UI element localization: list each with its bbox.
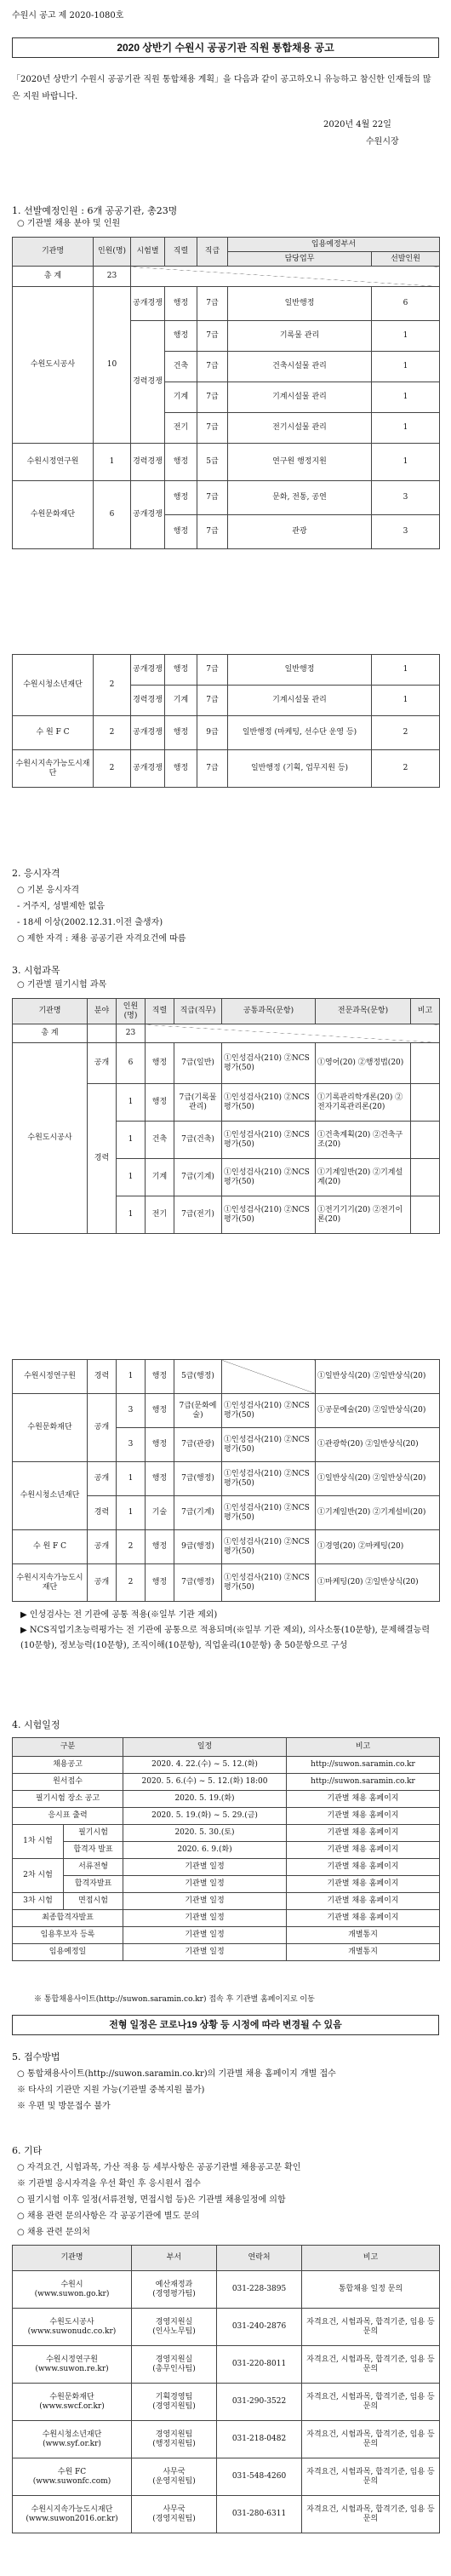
task-cell: 일반행정 (마케팅, 선수단 운영 등) <box>228 716 372 750</box>
s6-line: ○ 자격요건, 시험과목, 가산 적용 등 세부사항은 공공기관별 채용공고문 확인 <box>17 2163 301 2172</box>
field-cell: 기계 <box>146 1159 174 1196</box>
s2-heading: 2. 응시자격 <box>12 868 60 879</box>
field-cell: 행정 <box>146 1462 174 1496</box>
org-cell: 수원시지속가능도시재단 (www.suwon2016.or.kr) <box>13 2496 132 2533</box>
note-cell: 기관별 채용 홈페이지 <box>287 1842 440 1859</box>
org-cell: 수원 FC (www.suwonfc.com) <box>13 2458 132 2496</box>
hdr-org: 기관명 <box>13 238 94 267</box>
count-cell: 6 <box>117 1043 146 1084</box>
note-cell: 자격요건, 시험과목, 합격기준, 임용 등 문의 <box>302 2384 440 2421</box>
method-cell: 경력경쟁 <box>131 321 165 444</box>
sched-cell: 기관별 일정 <box>123 1893 287 1910</box>
field-cell: 행정 <box>146 1084 174 1122</box>
cat-cell: 임용후보자 등록 <box>13 1927 123 1944</box>
major-cell: ①기계일반(20) ②기계설비(20) <box>316 1496 440 1530</box>
grade-cell: 7급 <box>197 750 228 788</box>
major-cell: ①관광학(20) ②일반상식(20) <box>316 1428 440 1462</box>
s3-heading: 3. 시험과목 <box>12 965 60 976</box>
task-cell: 일반행정 <box>228 655 372 686</box>
s5-heading: 5. 접수방법 <box>12 2051 60 2063</box>
s5-line: ※ 우편 및 방문접수 불가 <box>17 2102 111 2111</box>
field-cell: 건축 <box>146 1122 174 1159</box>
count-cell: 1 <box>117 1122 146 1159</box>
method-cell: 공개경쟁 <box>131 750 165 788</box>
note-cell: 개별통지 <box>287 1927 440 1944</box>
type-cell: 공개 <box>88 1394 117 1462</box>
task-cell: 기계시설물 관리 <box>228 686 372 716</box>
count-cell: 1 <box>117 1084 146 1122</box>
org-cell: 수원시정연구원 (www.suwon.re.kr) <box>13 2346 132 2384</box>
major-cell: ①일반상식(20) ②일반상식(20) <box>316 1462 440 1496</box>
field-cell: 행정 <box>146 1428 174 1462</box>
method-cell: 경력경쟁 <box>131 444 165 481</box>
dept-cell: 기획경영팀 (경영지원팀) <box>132 2384 217 2421</box>
common-cell: ①인성검사(210) ②NCS평가(50) <box>222 1530 316 1564</box>
exam-subjects-table <box>12 998 440 1234</box>
count-cell: 3 <box>117 1428 146 1462</box>
field-cell: 행정 <box>146 1394 174 1428</box>
count-cell: 1 <box>117 1360 146 1394</box>
issuer: 수원시장 <box>366 137 399 146</box>
task-cell: 기계시설물 관리 <box>228 382 372 413</box>
s4-heading: 4. 시험일정 <box>12 1719 60 1730</box>
field-cell: 행정 <box>165 321 197 352</box>
org-cell: 수원시정연구원 <box>13 1360 88 1394</box>
org-cell: 수원시청소년재단 <box>13 655 94 716</box>
field-cell: 행정 <box>165 716 197 750</box>
grade-cell: 7급(문화예술) <box>174 1394 222 1428</box>
major-cell: ①마케팅(20) ②일반상식(20) <box>316 1564 440 1602</box>
notice-number: 수원시 공고 제 2020-1080호 <box>12 11 124 20</box>
grade-cell: 7급(기록물관리) <box>174 1084 222 1122</box>
schedule-table <box>12 1737 440 1961</box>
s6-line: ○ 채용 관련 문의사항은 각 공공기관에 별도 문의 <box>17 2212 200 2221</box>
org-cell: 수 원 F C <box>13 1530 88 1564</box>
note-cell: http://suwon.saramin.co.kr <box>287 1774 440 1791</box>
hdr-method: 시험별 <box>131 238 165 267</box>
grade-cell: 7급(관광) <box>174 1428 222 1462</box>
type-cell: 공개 <box>88 1530 117 1564</box>
grade-cell: 7급(건축) <box>174 1122 222 1159</box>
count-cell: 3 <box>117 1394 146 1428</box>
note-cell: 자격요건, 시험과목, 합격기준, 임용 등 문의 <box>302 2346 440 2384</box>
sched-cell: 2020. 5. 19.(화) <box>123 1791 287 1808</box>
sub-cell: 면접시험 <box>64 1893 123 1910</box>
count-cell: 1 <box>117 1462 146 1496</box>
dept-cell: 사무국 (경영지원팀) <box>132 2496 217 2533</box>
grade-cell: 7급(일반) <box>174 1043 222 1084</box>
common-cell: ①인성검사(210) ②NCS평가(50) <box>222 1394 316 1428</box>
hdr-count: 인원(명) <box>94 238 131 267</box>
sel-cell: 2 <box>372 716 440 750</box>
common-cell: ①인성검사(210) ②NCS평가(50) <box>222 1159 316 1196</box>
tel-cell: 031-280-6311 <box>217 2496 302 2533</box>
tel-cell: 031-228-3895 <box>217 2271 302 2309</box>
grade-cell: 7급(행정) <box>174 1564 222 1602</box>
sel-cell: 1 <box>372 444 440 481</box>
grade-cell: 7급 <box>197 352 228 382</box>
common-cell <box>222 1360 316 1394</box>
grade-cell: 7급 <box>197 413 228 444</box>
task-cell: 연구원 행정지원 <box>228 444 372 481</box>
sched-cell: 기관별 일정 <box>123 1876 287 1893</box>
hdr-note: 비고 <box>287 1738 440 1757</box>
major-cell: ①영어(20) ②행정법(20) <box>316 1043 411 1084</box>
common-cell: ①인성검사(210) ②NCS평가(50) <box>222 1428 316 1462</box>
grade-cell: 7급(전기) <box>174 1196 222 1234</box>
schedule-footnote: ※ 통합채용사이트(http://suwon.saramin.co.kr) 접속 후 기관별 홈페이지로 이동 <box>34 1995 315 2004</box>
method-cell: 공개경쟁 <box>131 716 165 750</box>
hdr-sel: 선발인원 <box>372 252 440 267</box>
count-cell: 2 <box>117 1564 146 1602</box>
hdr-common: 공통과목(문항) <box>222 999 316 1024</box>
covid-banner: 전형 일정은 코로나19 상황 등 시정에 따라 변경될 수 있음 <box>12 2015 439 2035</box>
major-cell: ①일반상식(20) ②일반상식(20) <box>316 1360 440 1394</box>
s3-note: ▶ 인성검사는 전 기관에 공통 적용(※일부 기관 제외) <box>20 1610 218 1620</box>
field-cell: 기술 <box>146 1496 174 1530</box>
s2-line: - 18세 이상(2002.12.31.이전 출생자) <box>17 918 163 927</box>
dept-cell: 사무국 (운영지원팀) <box>132 2458 217 2496</box>
cat-cell: 응시표 출력 <box>13 1808 123 1825</box>
hdr-grade: 직급 <box>197 238 228 267</box>
count-cell: 2 <box>117 1530 146 1564</box>
cat-cell: 3차 시험 <box>13 1893 64 1910</box>
dept-cell: 경영지원실 (인사노무팀) <box>132 2309 217 2346</box>
sel-cell: 1 <box>372 686 440 716</box>
s1-subheading: ○ 기관별 채용 분야 및 인원 <box>17 219 121 228</box>
grade-cell: 7급(행정) <box>174 1462 222 1496</box>
field-cell: 기계 <box>165 686 197 716</box>
note-cell: 개별통지 <box>287 1944 440 1961</box>
s6-heading: 6. 기타 <box>12 2145 43 2156</box>
field-cell: 기계 <box>165 382 197 413</box>
common-cell: ①인성검사(210) ②NCS평가(50) <box>222 1496 316 1530</box>
org-cell: 수원도시공사 <box>13 287 94 444</box>
total-count: 23 <box>117 1024 146 1043</box>
org-cell: 수원도시공사 (www.suwonudc.co.kr) <box>13 2309 132 2346</box>
note-cell: 기관별 채용 홈페이지 <box>287 1825 440 1842</box>
grade-cell: 7급 <box>197 321 228 352</box>
recruitment-table <box>12 237 440 549</box>
sub-cell: 합격자 발표 <box>64 1842 123 1859</box>
common-cell: ①인성검사(210) ②NCS평가(50) <box>222 1043 316 1084</box>
note-cell: 통합채용 일정 문의 <box>302 2271 440 2309</box>
field-cell: 행정 <box>165 655 197 686</box>
count-cell: 1 <box>94 444 131 481</box>
hdr-field: 직렬 <box>146 999 174 1024</box>
grade-cell: 7급(기계) <box>174 1496 222 1530</box>
hdr-note: 비고 <box>411 999 440 1024</box>
org-cell: 수 원 F C <box>13 716 94 750</box>
grade-cell: 7급 <box>197 515 228 549</box>
task-cell: 건축시설물 관리 <box>228 352 372 382</box>
org-cell: 수원문화재단 <box>13 1394 88 1462</box>
s5-lines <box>17 2066 437 2114</box>
sel-cell: 3 <box>372 481 440 515</box>
type-cell: 공개 <box>88 1462 117 1496</box>
s2-lines <box>17 882 186 947</box>
dept-cell: 예산재정과 (경영평가팀) <box>132 2271 217 2309</box>
org-cell: 수원문화재단 (www.swcf.or.kr) <box>13 2384 132 2421</box>
org-cell: 수원문화재단 <box>13 481 94 549</box>
grade-cell: 7급(기계) <box>174 1159 222 1196</box>
tel-cell: 031-548-4260 <box>217 2458 302 2496</box>
cat-cell: 임용예정일 <box>13 1944 123 1961</box>
major-cell: ①기계일반(20) ②기계설계(20) <box>316 1159 411 1196</box>
hdr-dept: 부서 <box>132 2246 217 2271</box>
count-cell: 1 <box>117 1196 146 1234</box>
org-cell: 수원시 (www.suwon.go.kr) <box>13 2271 132 2309</box>
grade-cell: 7급 <box>197 655 228 686</box>
cat-cell: 최종합격자발표 <box>13 1910 123 1927</box>
note-cell: 자격요건, 시험과목, 합격기준, 임용 등 문의 <box>302 2458 440 2496</box>
tel-cell: 031-220-8011 <box>217 2346 302 2384</box>
count-cell: 1 <box>117 1496 146 1530</box>
hdr-count: 인원(명) <box>117 999 146 1024</box>
dept-cell: 경영지원팀 (행정지원팀) <box>132 2421 217 2458</box>
s6-line: ○ 채용 관련 문의처 <box>17 2228 90 2237</box>
s3-subheading: ○ 기관별 필기시험 과목 <box>17 980 107 990</box>
sched-cell: 2020. 5. 30.(토) <box>123 1825 287 1842</box>
s3-notes <box>20 1608 437 1654</box>
sub-cell: 서류전형 <box>64 1859 123 1876</box>
major-cell: ①건축계획(20) ②건축구조(20) <box>316 1122 411 1159</box>
sched-cell: 기관별 일정 <box>123 1927 287 1944</box>
s2-line: ○ 제한 자격 : 채용 공공기관 자격요건에 따름 <box>17 934 186 944</box>
total-label: 총 계 <box>13 267 94 287</box>
sel-cell: 1 <box>372 352 440 382</box>
note-cell: 기관별 채용 홈페이지 <box>287 1893 440 1910</box>
org-cell: 수원도시공사 <box>13 1043 88 1234</box>
sched-cell: 2020. 6. 9.(화) <box>123 1842 287 1859</box>
note-cell: 기관별 채용 홈페이지 <box>287 1808 440 1825</box>
sched-cell: 2020. 5. 6.(수) ~ 5. 12.(화) 18:00 <box>123 1774 287 1791</box>
count-cell: 2 <box>94 750 131 788</box>
task-cell: 문화, 전통, 공연 <box>228 481 372 515</box>
major-cell: ①전기기기(20) ②전기이론(20) <box>316 1196 411 1234</box>
sched-cell: 기관별 일정 <box>123 1910 287 1927</box>
field-cell: 전기 <box>146 1196 174 1234</box>
s1-heading: 1. 선발예정인원 : 6개 공공기관, 총23명 <box>12 205 178 216</box>
field-cell: 건축 <box>165 352 197 382</box>
sched-cell: 기관별 일정 <box>123 1859 287 1876</box>
sub-cell: 필기시험 <box>64 1825 123 1842</box>
org-cell: 수원시지속가능도시재단 <box>13 750 94 788</box>
hdr-tel: 연락처 <box>217 2246 302 2271</box>
count-cell: 6 <box>94 481 131 549</box>
s5-line: ○ 통합채용사이트(http://suwon.saramin.co.kr)의 기관별 채용 홈페이지 개별 접수 <box>17 2069 336 2079</box>
method-cell: 공개경쟁 <box>131 287 165 321</box>
s2-line: - 거주지, 성별제한 없음 <box>17 902 106 911</box>
sched-cell: 2020. 5. 19.(화) ~ 5. 29.(금) <box>123 1808 287 1825</box>
method-cell: 경력경쟁 <box>131 686 165 716</box>
grade-cell: 9급 <box>197 716 228 750</box>
grade-cell: 7급 <box>197 287 228 321</box>
major-cell: ①경영(20) ②마케팅(20) <box>316 1530 440 1564</box>
contact-table <box>12 2245 440 2533</box>
sub-cell: 합격자발표 <box>64 1876 123 1893</box>
field-cell: 행정 <box>165 287 197 321</box>
field-cell: 행정 <box>146 1530 174 1564</box>
org-cell: 수원시정연구원 <box>13 444 94 481</box>
task-cell: 일반행정 (기획, 업무지원 등) <box>228 750 372 788</box>
task-cell: 전기시설물 관리 <box>228 413 372 444</box>
note-cell: 자격요건, 시험과목, 합격기준, 임용 등 문의 <box>302 2421 440 2458</box>
s5-line: ※ 타사의 기관만 지원 가능(기관별 중복지원 불가) <box>17 2085 205 2095</box>
cat-cell: 필기시험 장소 공고 <box>13 1791 123 1808</box>
common-cell: ①인성검사(210) ②NCS평가(50) <box>222 1564 316 1602</box>
sel-cell: 1 <box>372 382 440 413</box>
hdr-field: 직렬 <box>165 238 197 267</box>
s3-note: ▶ NCS직업기초능력평가는 전 기관에 공통으로 적용되며(※일부 기관 제외), 의사소통(10문항), 문제해결능력(10문항), 정보능력(10문항), 조직이해(10문항), 직업윤리(10문항) 총 50문항으로 구성 <box>20 1626 430 1650</box>
sel-cell: 2 <box>372 750 440 788</box>
sel-cell: 1 <box>372 321 440 352</box>
common-cell: ①인성검사(210) ②NCS평가(50) <box>222 1084 316 1122</box>
hdr-task: 담당업무 <box>228 252 372 267</box>
method-cell: 공개경쟁 <box>131 481 165 549</box>
field-cell: 행정 <box>146 1043 174 1084</box>
sched-cell: 기관별 일정 <box>123 1944 287 1961</box>
type-cell: 공개 <box>88 1564 117 1602</box>
note-cell: 기관별 채용 홈페이지 <box>287 1859 440 1876</box>
exam-subjects-table-continued <box>12 1359 440 1602</box>
grade-cell: 5급 <box>197 444 228 481</box>
sel-cell: 1 <box>372 655 440 686</box>
hdr-major: 전문과목(문항) <box>316 999 411 1024</box>
grade-cell: 7급 <box>197 382 228 413</box>
field-cell: 행정 <box>165 444 197 481</box>
page-title: 2020 상반기 수원시 공공기관 직원 통합채용 공고 <box>12 37 439 58</box>
total-label: 총 계 <box>13 1024 88 1043</box>
hdr-type: 분야 <box>88 999 117 1024</box>
type-cell: 공개 <box>88 1043 117 1084</box>
grade-cell: 5급(행정) <box>174 1360 222 1394</box>
major-cell: ①공문예술(20) ②일반상식(20) <box>316 1394 440 1428</box>
task-cell: 관광 <box>228 515 372 549</box>
tel-cell: 031-240-2876 <box>217 2309 302 2346</box>
major-cell: ①기록관리학개론(20) ②전자기록관리론(20) <box>316 1084 411 1122</box>
type-cell: 경력 <box>88 1360 117 1394</box>
tel-cell: 031-290-3522 <box>217 2384 302 2421</box>
type-cell: 경력 <box>88 1496 117 1530</box>
hdr-org: 기관명 <box>13 2246 132 2271</box>
cat-cell: 1차 시험 <box>13 1825 64 1859</box>
notice-date: 2020년 4월 22일 <box>323 120 391 129</box>
sel-cell: 1 <box>372 413 440 444</box>
note-cell: 기관별 채용 홈페이지 <box>287 1876 440 1893</box>
note-cell: 자격요건, 시험과목, 합격기준, 임용 등 문의 <box>302 2496 440 2533</box>
sched-cell: 2020. 4. 22.(수) ~ 5. 12.(화) <box>123 1757 287 1774</box>
hdr-dept: 입용예정부서 <box>228 238 440 252</box>
count-cell: 2 <box>94 655 131 716</box>
s6-lines <box>17 2160 437 2240</box>
count-cell: 10 <box>94 287 131 444</box>
s6-line: ※ 기관별 응시자격을 우선 확인 후 응시원서 접수 <box>17 2179 201 2189</box>
note-cell: 자격요건, 시험과목, 합격기준, 임용 등 문의 <box>302 2309 440 2346</box>
s2-line: ○ 기본 응시자격 <box>17 886 80 895</box>
org-cell: 수원시지속가능도시재단 <box>13 1564 88 1602</box>
cat-cell: 원서접수 <box>13 1774 123 1791</box>
org-cell: 수원시청소년재단 <box>13 1462 88 1530</box>
total-count: 23 <box>94 267 131 287</box>
common-cell: ①인성검사(210) ②NCS평가(50) <box>222 1462 316 1496</box>
field-cell: 행정 <box>146 1360 174 1394</box>
sel-cell: 6 <box>372 287 440 321</box>
hdr-grade: 직급(직무) <box>174 999 222 1024</box>
note-cell: http://suwon.saramin.co.kr <box>287 1757 440 1774</box>
recruitment-table-continued <box>12 654 440 788</box>
note-cell: 기관별 채용 홈페이지 <box>287 1910 440 1927</box>
field-cell: 행정 <box>165 515 197 549</box>
dept-cell: 경영지원실 (총무인사팀) <box>132 2346 217 2384</box>
grade-cell: 9급(행정) <box>174 1530 222 1564</box>
s6-line: ○ 필기시험 이후 일정(서류전형, 면접시험 등)은 기관별 채용일정에 의함 <box>17 2195 286 2205</box>
cat-cell: 채용공고 <box>13 1757 123 1774</box>
field-cell: 행정 <box>165 750 197 788</box>
hdr-sched: 일정 <box>123 1738 287 1757</box>
cat-cell: 2차 시험 <box>13 1859 64 1893</box>
method-cell: 공개경쟁 <box>131 655 165 686</box>
grade-cell: 7급 <box>197 481 228 515</box>
tel-cell: 031-218-0482 <box>217 2421 302 2458</box>
intro-paragraph: 「2020년 상반기 수원시 공공기관 직원 통합채용 계획」을 다음과 같이 공고하오니 유능하고 참신한 인재들의 많은 지원 바랍니다. <box>12 75 431 101</box>
common-cell: ①인성검사(210) ②NCS평가(50) <box>222 1196 316 1234</box>
field-cell: 전기 <box>165 413 197 444</box>
note-cell: 기관별 채용 홈페이지 <box>287 1791 440 1808</box>
common-cell: ①인성검사(210) ②NCS평가(50) <box>222 1122 316 1159</box>
task-cell: 일반행정 <box>228 287 372 321</box>
hdr-cat: 구분 <box>13 1738 123 1757</box>
count-cell: 1 <box>117 1159 146 1196</box>
hdr-org: 기관명 <box>13 999 88 1024</box>
task-cell: 기록물 관리 <box>228 321 372 352</box>
org-cell: 수원시청소년재단 (www.syf.or.kr) <box>13 2421 132 2458</box>
field-cell: 행정 <box>146 1564 174 1602</box>
grade-cell: 7급 <box>197 686 228 716</box>
field-cell: 행정 <box>165 481 197 515</box>
type-cell: 경력 <box>88 1084 117 1234</box>
count-cell: 2 <box>94 716 131 750</box>
sel-cell: 3 <box>372 515 440 549</box>
hdr-note: 비고 <box>302 2246 440 2271</box>
